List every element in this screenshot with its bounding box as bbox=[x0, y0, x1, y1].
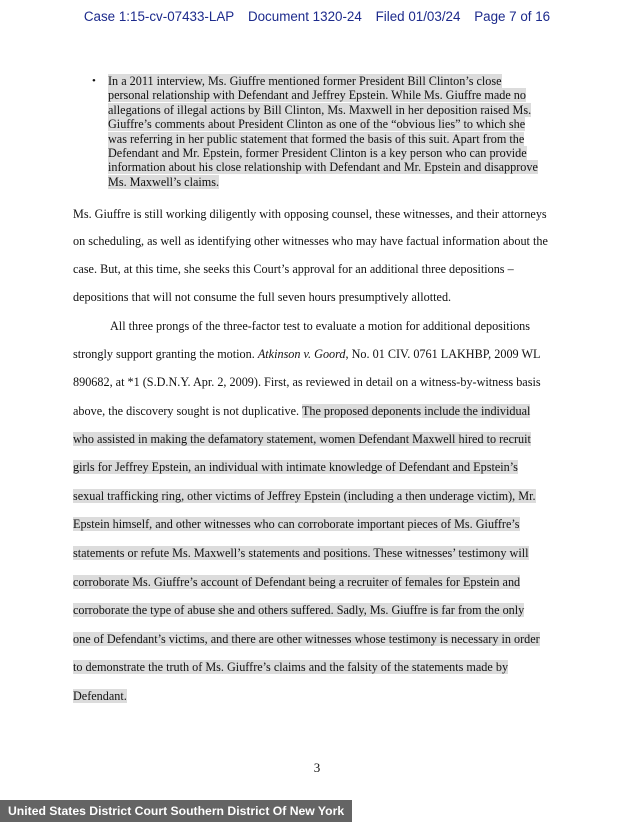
paragraph-line: 890682, at *1 (S.D.N.Y. Apr. 2, 2009). First, as reviewed in detail on a witness-by-witness basis bbox=[73, 375, 541, 389]
bullet-line: was referring in her public statement that formed the basis of this suit. Apart from the bbox=[108, 131, 525, 146]
document-number: Document 1320-24 bbox=[247, 9, 362, 24]
paragraph-line bbox=[73, 659, 508, 675]
bullet-line: Defendant and Mr. Epstein, former President Clinton is a key person who can provide bbox=[108, 146, 527, 161]
page-number: 3 bbox=[313, 760, 321, 775]
paragraph-line bbox=[73, 688, 127, 704]
paragraph-line: depositions that will not consume the full seven hours presumptively allotted. bbox=[73, 290, 452, 304]
bullet-line: Giuffre’s comments about President Clinton as one of the “obvious lies” to which she bbox=[108, 117, 526, 132]
paragraph-line bbox=[73, 346, 540, 362]
bullet-text bbox=[108, 74, 570, 189]
highlighted-text: Defendant. bbox=[73, 689, 127, 703]
paragraph-line: case. But, at this time, she seeks this Court’s approval for an additional three depositions – bbox=[73, 262, 514, 276]
paragraph-line bbox=[73, 403, 530, 419]
paragraph-line: Ms. Giuffre is still working diligently with opposing counsel, these witnesses, and their attorneys bbox=[73, 207, 547, 221]
text-run: above, the discovery sought is not duplicative. bbox=[73, 404, 302, 418]
paragraph-line bbox=[73, 602, 524, 618]
highlighted-text: The proposed deponents include the individual bbox=[301, 404, 531, 418]
filed-date: Filed 01/03/24 bbox=[375, 9, 461, 24]
case-citation: Atkinson v. Goord bbox=[257, 347, 346, 361]
paragraph-line bbox=[73, 545, 529, 561]
bullet-marker: • bbox=[92, 75, 96, 87]
highlighted-text: corroborate Ms. Giuffre’s account of Defendant being a recruiter of females for Epstein and bbox=[73, 575, 521, 589]
highlighted-text: corroborate the type of abuse she and others suffered. Sadly, Ms. Giuffre is far from the only bbox=[73, 603, 525, 617]
highlighted-text: one of Defendant’s victims, and there are other witnesses whose testimony is necessary in order bbox=[73, 632, 540, 646]
paragraph-line bbox=[73, 631, 540, 647]
highlighted-text: sexual trafficking ring, other victims of Jeffrey Epstein (including a then underage victim), Mr. bbox=[73, 489, 536, 503]
highlighted-text: who assisted in making the defamatory statement, women Defendant Maxwell hired to recruit bbox=[73, 432, 531, 446]
paragraph-line bbox=[73, 431, 531, 447]
image-credit: United States District Court Southern District Of New York bbox=[0, 800, 352, 822]
case-number: Case 1:15-cv-07433-LAP bbox=[83, 9, 235, 24]
text-run: , No. 01 CIV. 0761 LAKHBP, 2009 WL bbox=[345, 347, 541, 361]
bullet-line: information about his close relationship with Defendant and Mr. Epstein and disapprove bbox=[108, 160, 538, 175]
paragraph-line bbox=[73, 488, 536, 504]
highlighted-text: statements or refute Ms. Maxwell’s statements and positions. These witnesses’ testimony will bbox=[73, 546, 529, 560]
paragraph-line bbox=[73, 459, 518, 475]
paragraph-line bbox=[73, 574, 520, 590]
bullet-line: personal relationship with Defendant and Jeffrey Epstein. While Ms. Giuffre made no bbox=[108, 88, 526, 103]
paragraph-line: on scheduling, as well as identifying other witnesses who may have factual information about the bbox=[73, 234, 548, 248]
bullet-line: In a 2011 interview, Ms. Giuffre mentioned former President Bill Clinton’s close bbox=[108, 74, 502, 88]
bullet-line: Ms. Maxwell’s claims. bbox=[108, 174, 220, 189]
case-header bbox=[0, 9, 634, 24]
highlighted-text: girls for Jeffrey Epstein, an individual with intimate knowledge of Defendant and Epstein’s bbox=[73, 460, 518, 474]
paragraph-line bbox=[73, 516, 520, 532]
text-run: strongly support granting the motion. bbox=[73, 347, 258, 361]
highlighted-text: Epstein himself, and other witnesses who can corroborate important pieces of Ms. Giuffre’s bbox=[73, 517, 520, 531]
bullet-line: allegations of illegal actions by Bill Clinton, Ms. Maxwell in her deposition raised Ms. bbox=[108, 102, 532, 117]
highlighted-text: to demonstrate the truth of Ms. Giuffre’s claims and the falsity of the statements made by bbox=[73, 660, 509, 674]
page-indicator: Page 7 of 16 bbox=[474, 9, 551, 24]
paragraph-line: All three prongs of the three-factor test to evaluate a motion for additional depositions bbox=[110, 319, 531, 333]
